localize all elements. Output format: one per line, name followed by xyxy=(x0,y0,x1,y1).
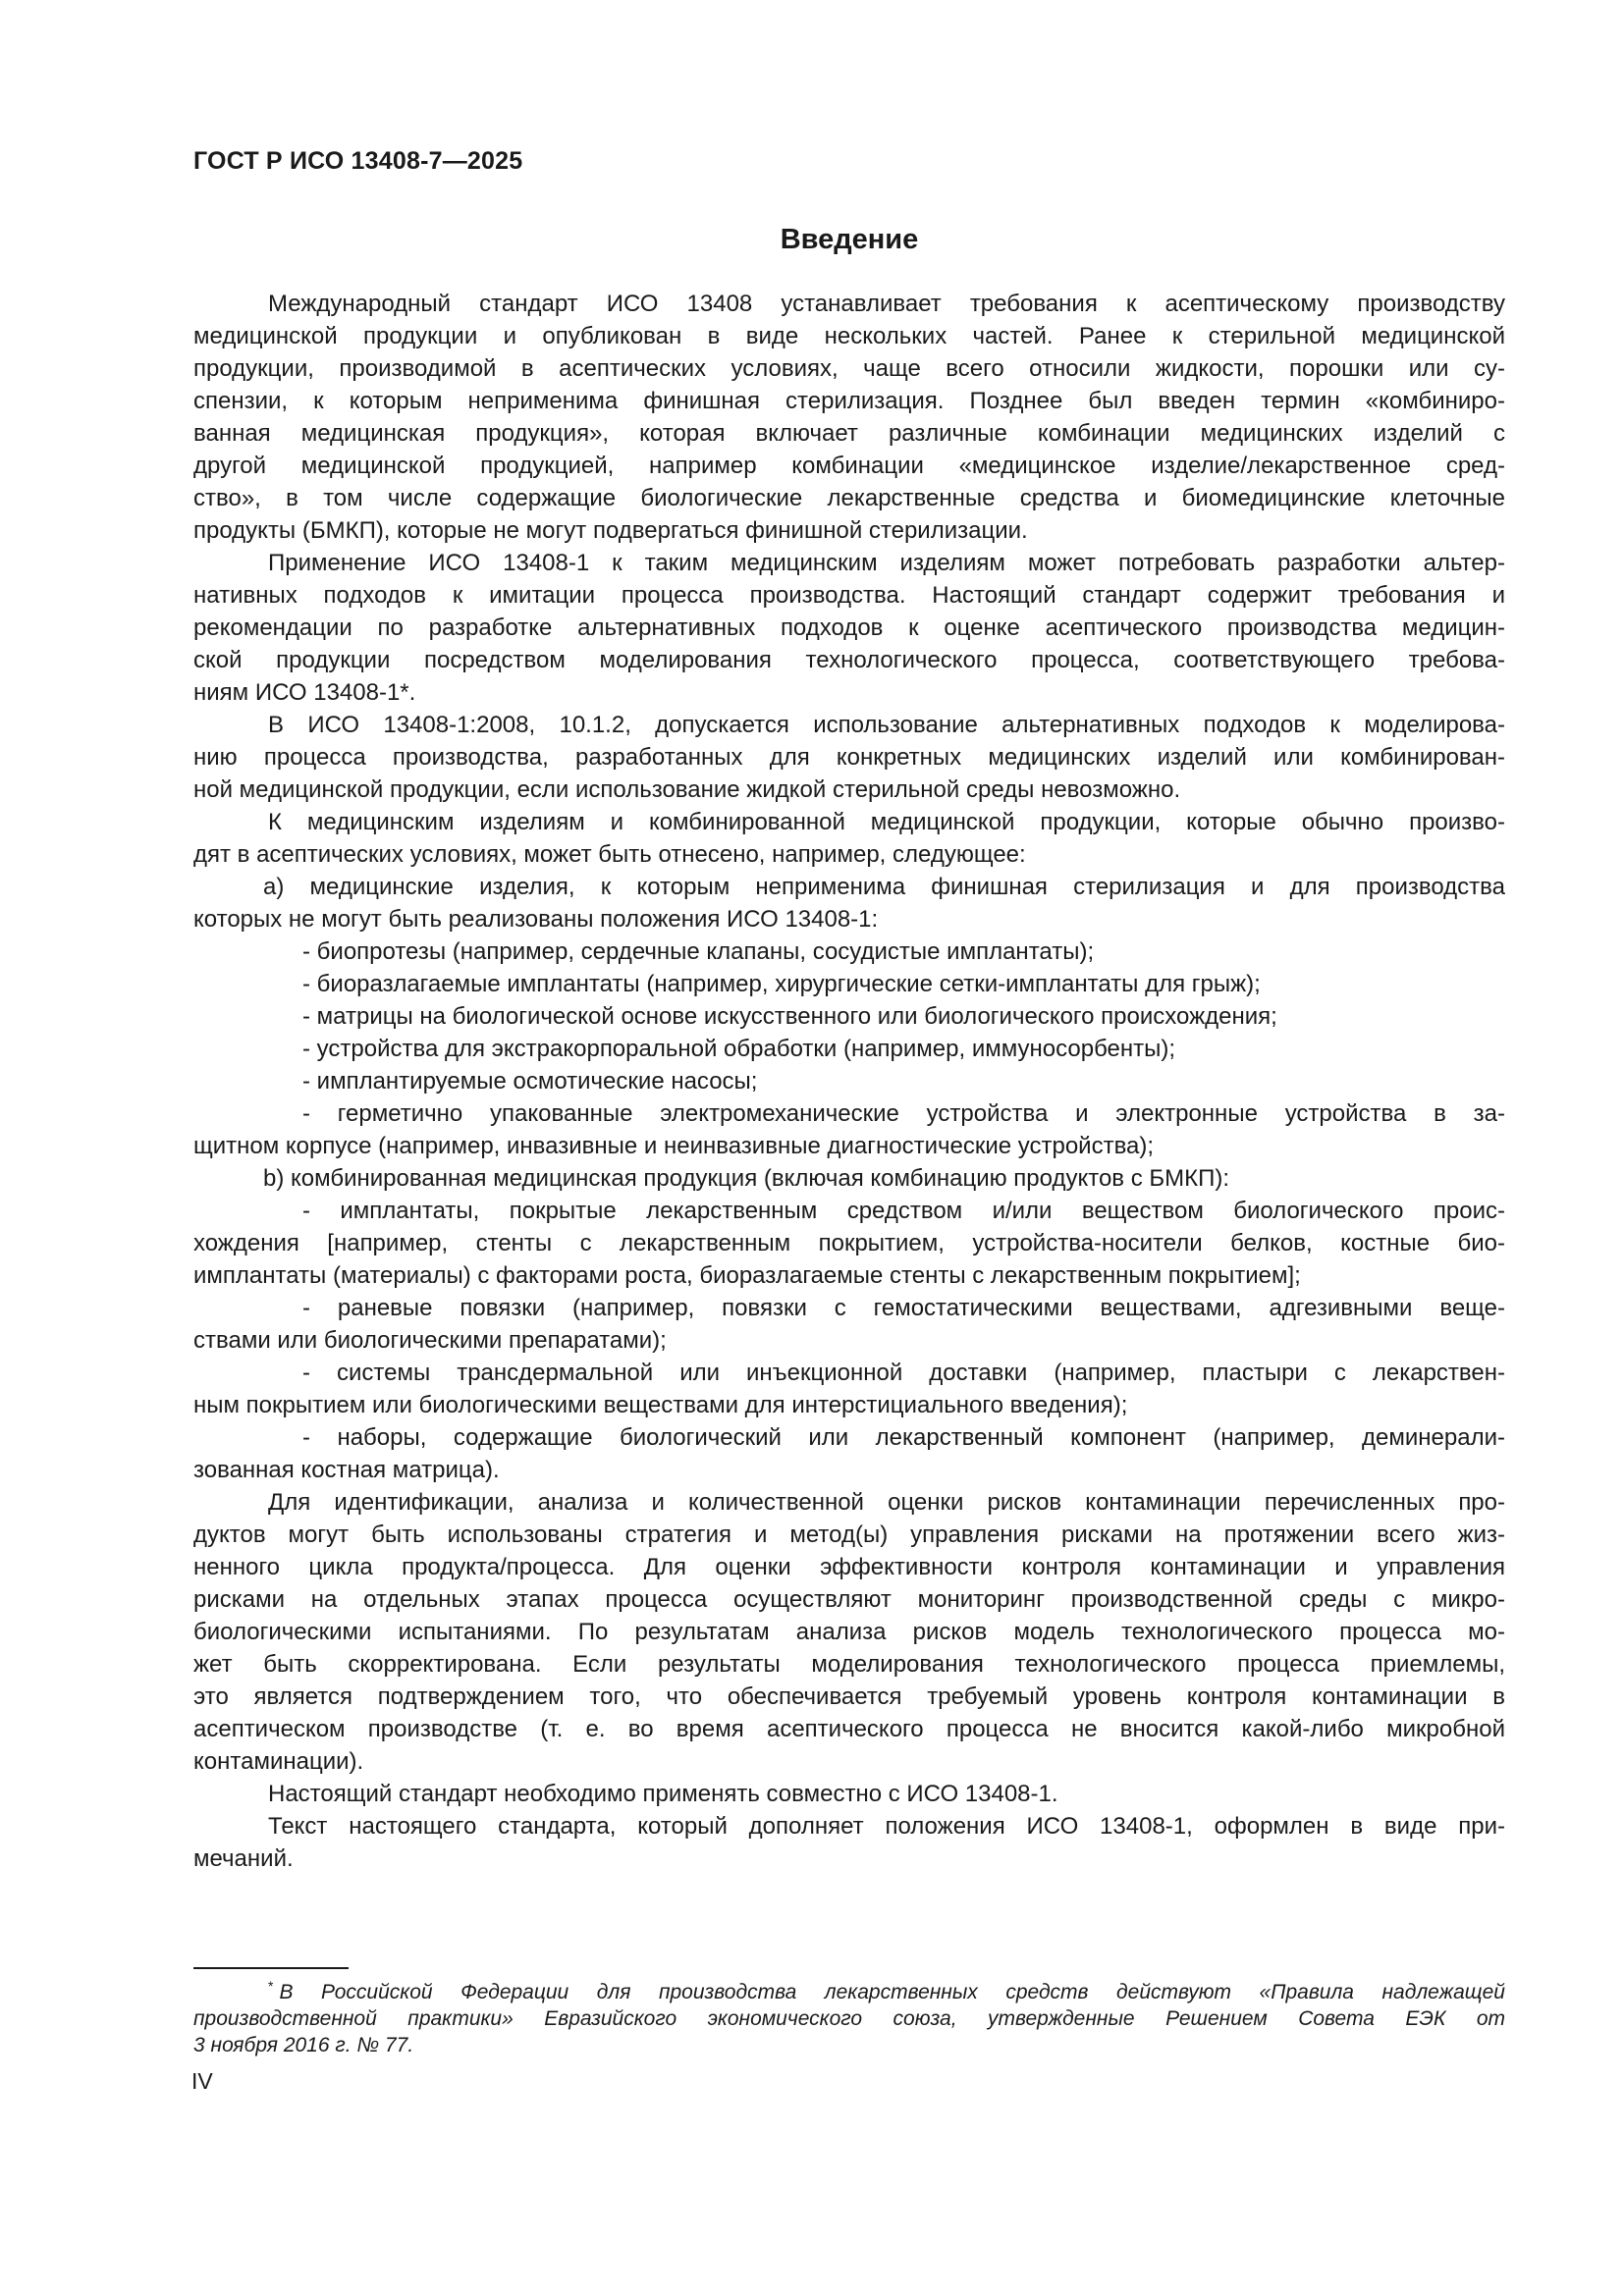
footnote-line: 3 ноября 2016 г. № 77. xyxy=(193,2034,414,2056)
dash-item: - наборы, содержащие биологический или лекарственный компонент (например, деминерали- xyxy=(302,1424,1505,1451)
body-line: жет быть скорректирована. Если результаты моделирования технологического процесса приемлемы, xyxy=(193,1651,1505,1678)
body-line: биологическими испытаниями. По результатам анализа рисков модель технологического процесса мо- xyxy=(193,1619,1505,1645)
body-line: Для идентификации, анализа и количественной оценки рисков контаминации перечисленных про- xyxy=(268,1489,1505,1516)
body-line: рисками на отдельных этапах процесса осуществляют мониторинг производственной среды с микро- xyxy=(193,1586,1505,1613)
body-line: это является подтверждением того, что обеспечивается требуемый уровень контроля контаминации в xyxy=(193,1683,1505,1710)
body-line: Международный стандарт ИСО 13408 устанавливает требования к асептическому производству xyxy=(268,291,1505,317)
footnote-line xyxy=(193,1979,1505,2005)
dash-item: - системы трансдермальной или инъекционной доставки (например, пластыри с лекарствен- xyxy=(302,1360,1505,1386)
body-line: контаминации). xyxy=(193,1748,364,1775)
body-line: нативных подходов к имитации процесса производства. Настоящий стандарт содержит требования и xyxy=(193,582,1505,609)
body-line: продукты (БМКП), которые не могут подвергаться финишной стерилизации. xyxy=(193,517,1028,544)
body-line: ной медицинской продукции, если использование жидкой стерильной среды невозможно. xyxy=(193,776,1181,803)
introduction-body xyxy=(193,288,1505,1875)
dash-item-cont: зованная костная матрица). xyxy=(193,1457,500,1483)
list-item-a-cont: которых не могут быть реализованы положения ИСО 13408-1: xyxy=(193,906,879,933)
list-item-b: b) комбинированная медицинская продукция (включая комбинацию продуктов с БМКП): xyxy=(263,1165,1230,1192)
footnote-text: В Российской Федерации для производства лекарственных средств действуют «Правила надлежащей xyxy=(279,1981,1505,2003)
body-line: Текст настоящего стандарта, который дополняет положения ИСО 13408-1, оформлен в виде при- xyxy=(268,1813,1505,1840)
body-line: нию процесса производства, разработанных для конкретных медицинских изделий или комбинирован- xyxy=(193,744,1505,771)
body-line: другой медицинской продукцией, например комбинации «медицинское изделие/лекарственное сред- xyxy=(193,453,1505,479)
body-line: ской продукции посредством моделирования технологического процесса, соответствующего требова- xyxy=(193,647,1505,673)
dash-item-cont: хождения [например, стенты с лекарственным покрытием, устройства-носители белков, костные био- xyxy=(193,1230,1505,1256)
page-number: IV xyxy=(191,2068,213,2094)
dash-item: - герметично упакованные электромеханические устройства и электронные устройства в за- xyxy=(302,1100,1505,1127)
body-line: дят в асептических условиях, может быть отнесено, например, следующее: xyxy=(193,841,1026,868)
body-line: рекомендации по разработке альтернативных подходов к оценке асептического производства медицин- xyxy=(193,614,1505,641)
dash-item: - биоразлагаемые имплантаты (например, хирургические сетки-имплантаты для грыж); xyxy=(302,971,1261,997)
dash-item: - биопротезы (например, сердечные клапаны, сосудистые имплантаты); xyxy=(302,938,1095,965)
list-item-a: а) медицинские изделия, к которым неприменима финишная стерилизация и для производства xyxy=(263,874,1505,900)
body-line: мечаний. xyxy=(193,1845,294,1872)
section-title: Введение xyxy=(780,224,919,255)
dash-item-cont: имплантаты (материалы) с факторами роста, биоразлагаемые стенты с лекарственным покрытием]; xyxy=(193,1262,1301,1289)
dash-item-cont: щитном корпусе (например, инвазивные и неинвазивные диагностические устройства); xyxy=(193,1133,1155,1159)
footnote xyxy=(193,1979,1505,2058)
body-line: асептическом производстве (т. е. во время асептического процесса не вносится какой-либо микробной xyxy=(193,1716,1505,1742)
body-line: дуктов могут быть использованы стратегия и метод(ы) управления рисками на протяжении всего жиз- xyxy=(193,1522,1505,1548)
document-header-id: ГОСТ Р ИСО 13408-7—2025 xyxy=(193,147,523,175)
dash-item: - устройства для экстракорпоральной обработки (например, иммуносорбенты); xyxy=(302,1036,1176,1062)
dash-item-cont: ным покрытием или биологическими веществами для интерстициального введения); xyxy=(193,1392,1128,1418)
dash-item: - имплантаты, покрытые лекарственным средством и/или веществом биологического проис- xyxy=(302,1198,1505,1224)
body-line: Применение ИСО 13408-1 к таким медицинским изделиям может потребовать разработки альтер- xyxy=(268,550,1505,576)
dash-item: - матрицы на биологической основе искусственного или биологического происхождения; xyxy=(302,1003,1277,1030)
body-line: ниям ИСО 13408-1*. xyxy=(193,679,416,706)
dash-item: - раневые повязки (например, повязки с гемостатическими веществами, адгезивными веще- xyxy=(302,1295,1505,1321)
body-line: ненного цикла продукта/процесса. Для оценки эффективности контроля контаминации и управления xyxy=(193,1554,1505,1580)
body-line: К медицинским изделиям и комбинированной медицинской продукции, которые обычно произво- xyxy=(268,809,1505,835)
dash-item: - имплантируемые осмотические насосы; xyxy=(302,1068,758,1095)
body-line: спензии, к которым неприменима финишная стерилизация. Позднее был введен термин «комбиниро- xyxy=(193,388,1505,414)
body-line: медицинской продукции и опубликован в виде нескольких частей. Ранее к стерильной медицинской xyxy=(193,323,1505,349)
footnote-marker: * xyxy=(268,1979,274,1994)
footnote-line: производственной практики» Евразийского экономического союза, утвержденные Решением Совета ЕЭК от xyxy=(193,2007,1505,2030)
body-line: В ИСО 13408-1:2008, 10.1.2, допускается использование альтернативных подходов к моделирова- xyxy=(268,712,1505,738)
body-line: ванная медицинская продукция», которая включает различные комбинации медицинских изделий с xyxy=(193,420,1505,447)
body-line: продукции, производимой в асептических условиях, чаще всего относили жидкости, порошки или су- xyxy=(193,355,1505,382)
footnote-separator xyxy=(193,1967,349,1969)
body-line: ство», в том числе содержащие биологические лекарственные средства и биомедицинские клеточные xyxy=(193,485,1505,511)
body-line: Настоящий стандарт необходимо применять совместно с ИСО 13408-1. xyxy=(268,1781,1058,1807)
dash-item-cont: ствами или биологическими препаратами); xyxy=(193,1327,667,1354)
